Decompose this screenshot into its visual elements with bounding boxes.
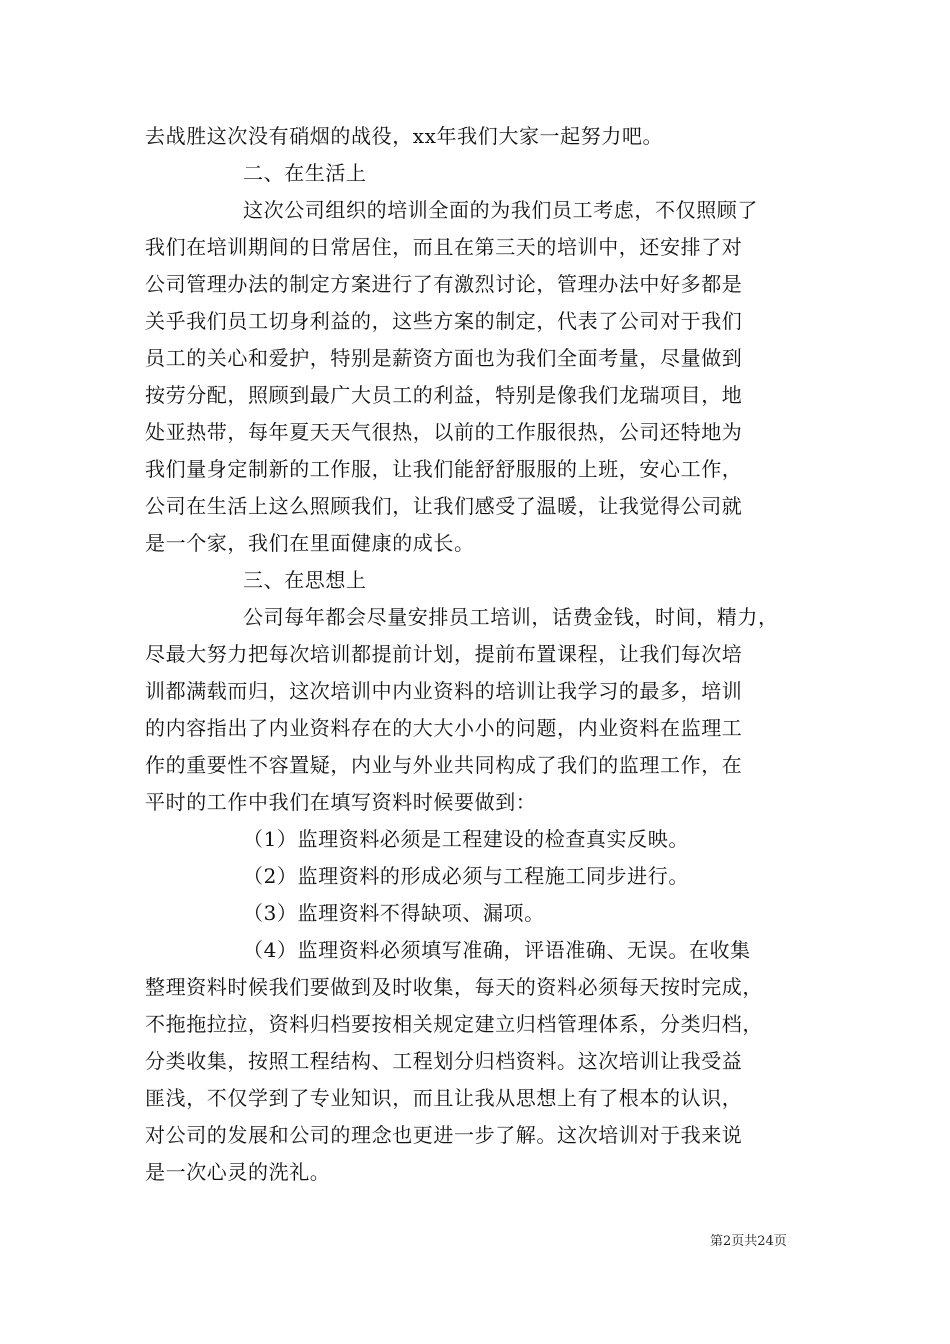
text-line: 训都满载而归，这次培训中内业资料的培训让我学习的最多，培训 [145, 679, 743, 703]
text-line: 公司管理办法的制定方案进行了有激烈讨论，管理办法中好多都是 [145, 272, 743, 296]
text-line: 关乎我们员工切身利益的，这些方案的制定，代表了公司对于我们 [145, 309, 743, 333]
section-heading: 二、在生活上 [243, 161, 367, 185]
text-line: 平时的工作中我们在填写资料时候要做到： [145, 790, 537, 814]
text-line: 对公司的发展和公司的理念也更进一步了解。这次培训对于我来说 [145, 1123, 743, 1147]
text-line: 按劳分配，照顾到最广大员工的利益，特别是像我们龙瑞项目，地 [145, 383, 743, 407]
text-line: 整理资料时候我们要做到及时收集，每天的资料必须每天按时完成， [145, 975, 763, 999]
text-line: 的内容指出了内业资料存在的大大小小的问题，内业资料在监理工 [145, 716, 743, 740]
page-footer: 第2页共24页 [710, 1234, 787, 1249]
text-line: 作的重要性不容置疑，内业与外业共同构成了我们的监理工作，在 [145, 753, 743, 777]
text-line: 我们在培训期间的日常居住，而且在第三天的培训中，还安排了对 [145, 235, 743, 259]
list-item: （3）监理资料不得缺项、漏项。 [243, 901, 545, 925]
list-item: （2）监理资料的形成必须与工程施工同步进行。 [243, 864, 689, 888]
text-line: 不拖拖拉拉，资料归档要按相关规定建立归档管理体系，分类归档， [145, 1012, 763, 1036]
text-line: 分类收集，按照工程结构、工程划分归档资料。这次培训让我受益 [145, 1049, 743, 1073]
text-line: 我们量身定制新的工作服，让我们能舒舒服服的上班，安心工作， [145, 457, 743, 481]
text-line: 处亚热带，每年夏天天气很热，以前的工作服很热，公司还特地为 [145, 420, 743, 444]
text-line: 尽最大努力把每次培训都提前计划，提前布置课程，让我们每次培 [145, 642, 743, 666]
list-item: （4）监理资料必须填写准确，评语准确、无误。在收集 [243, 938, 751, 962]
text-line: 是一次心灵的洗礼。 [145, 1160, 331, 1184]
list-item: （1）监理资料必须是工程建设的检查真实反映。 [243, 827, 689, 851]
text-line: 公司在生活上这么照顾我们，让我们感受了温暖，让我觉得公司就 [145, 494, 743, 518]
text-line: 公司每年都会尽量安排员工培训，话费金钱，时间，精力， [243, 605, 779, 629]
section-heading: 三、在思想上 [243, 568, 367, 592]
text-line: 这次公司组织的培训全面的为我们员工考虑，不仅照顾了 [243, 198, 758, 222]
text-line: 员工的关心和爱护，特别是薪资方面也为我们全面考量，尽量做到 [145, 346, 743, 370]
text-line: 匪浅，不仅学到了专业知识，而且让我从思想上有了根本的认识， [145, 1086, 743, 1110]
text-line: 是一个家，我们在里面健康的成长。 [145, 531, 475, 555]
text-line: 去战胜这次没有硝烟的战役，xx年我们大家一起努力吧。 [145, 124, 664, 148]
